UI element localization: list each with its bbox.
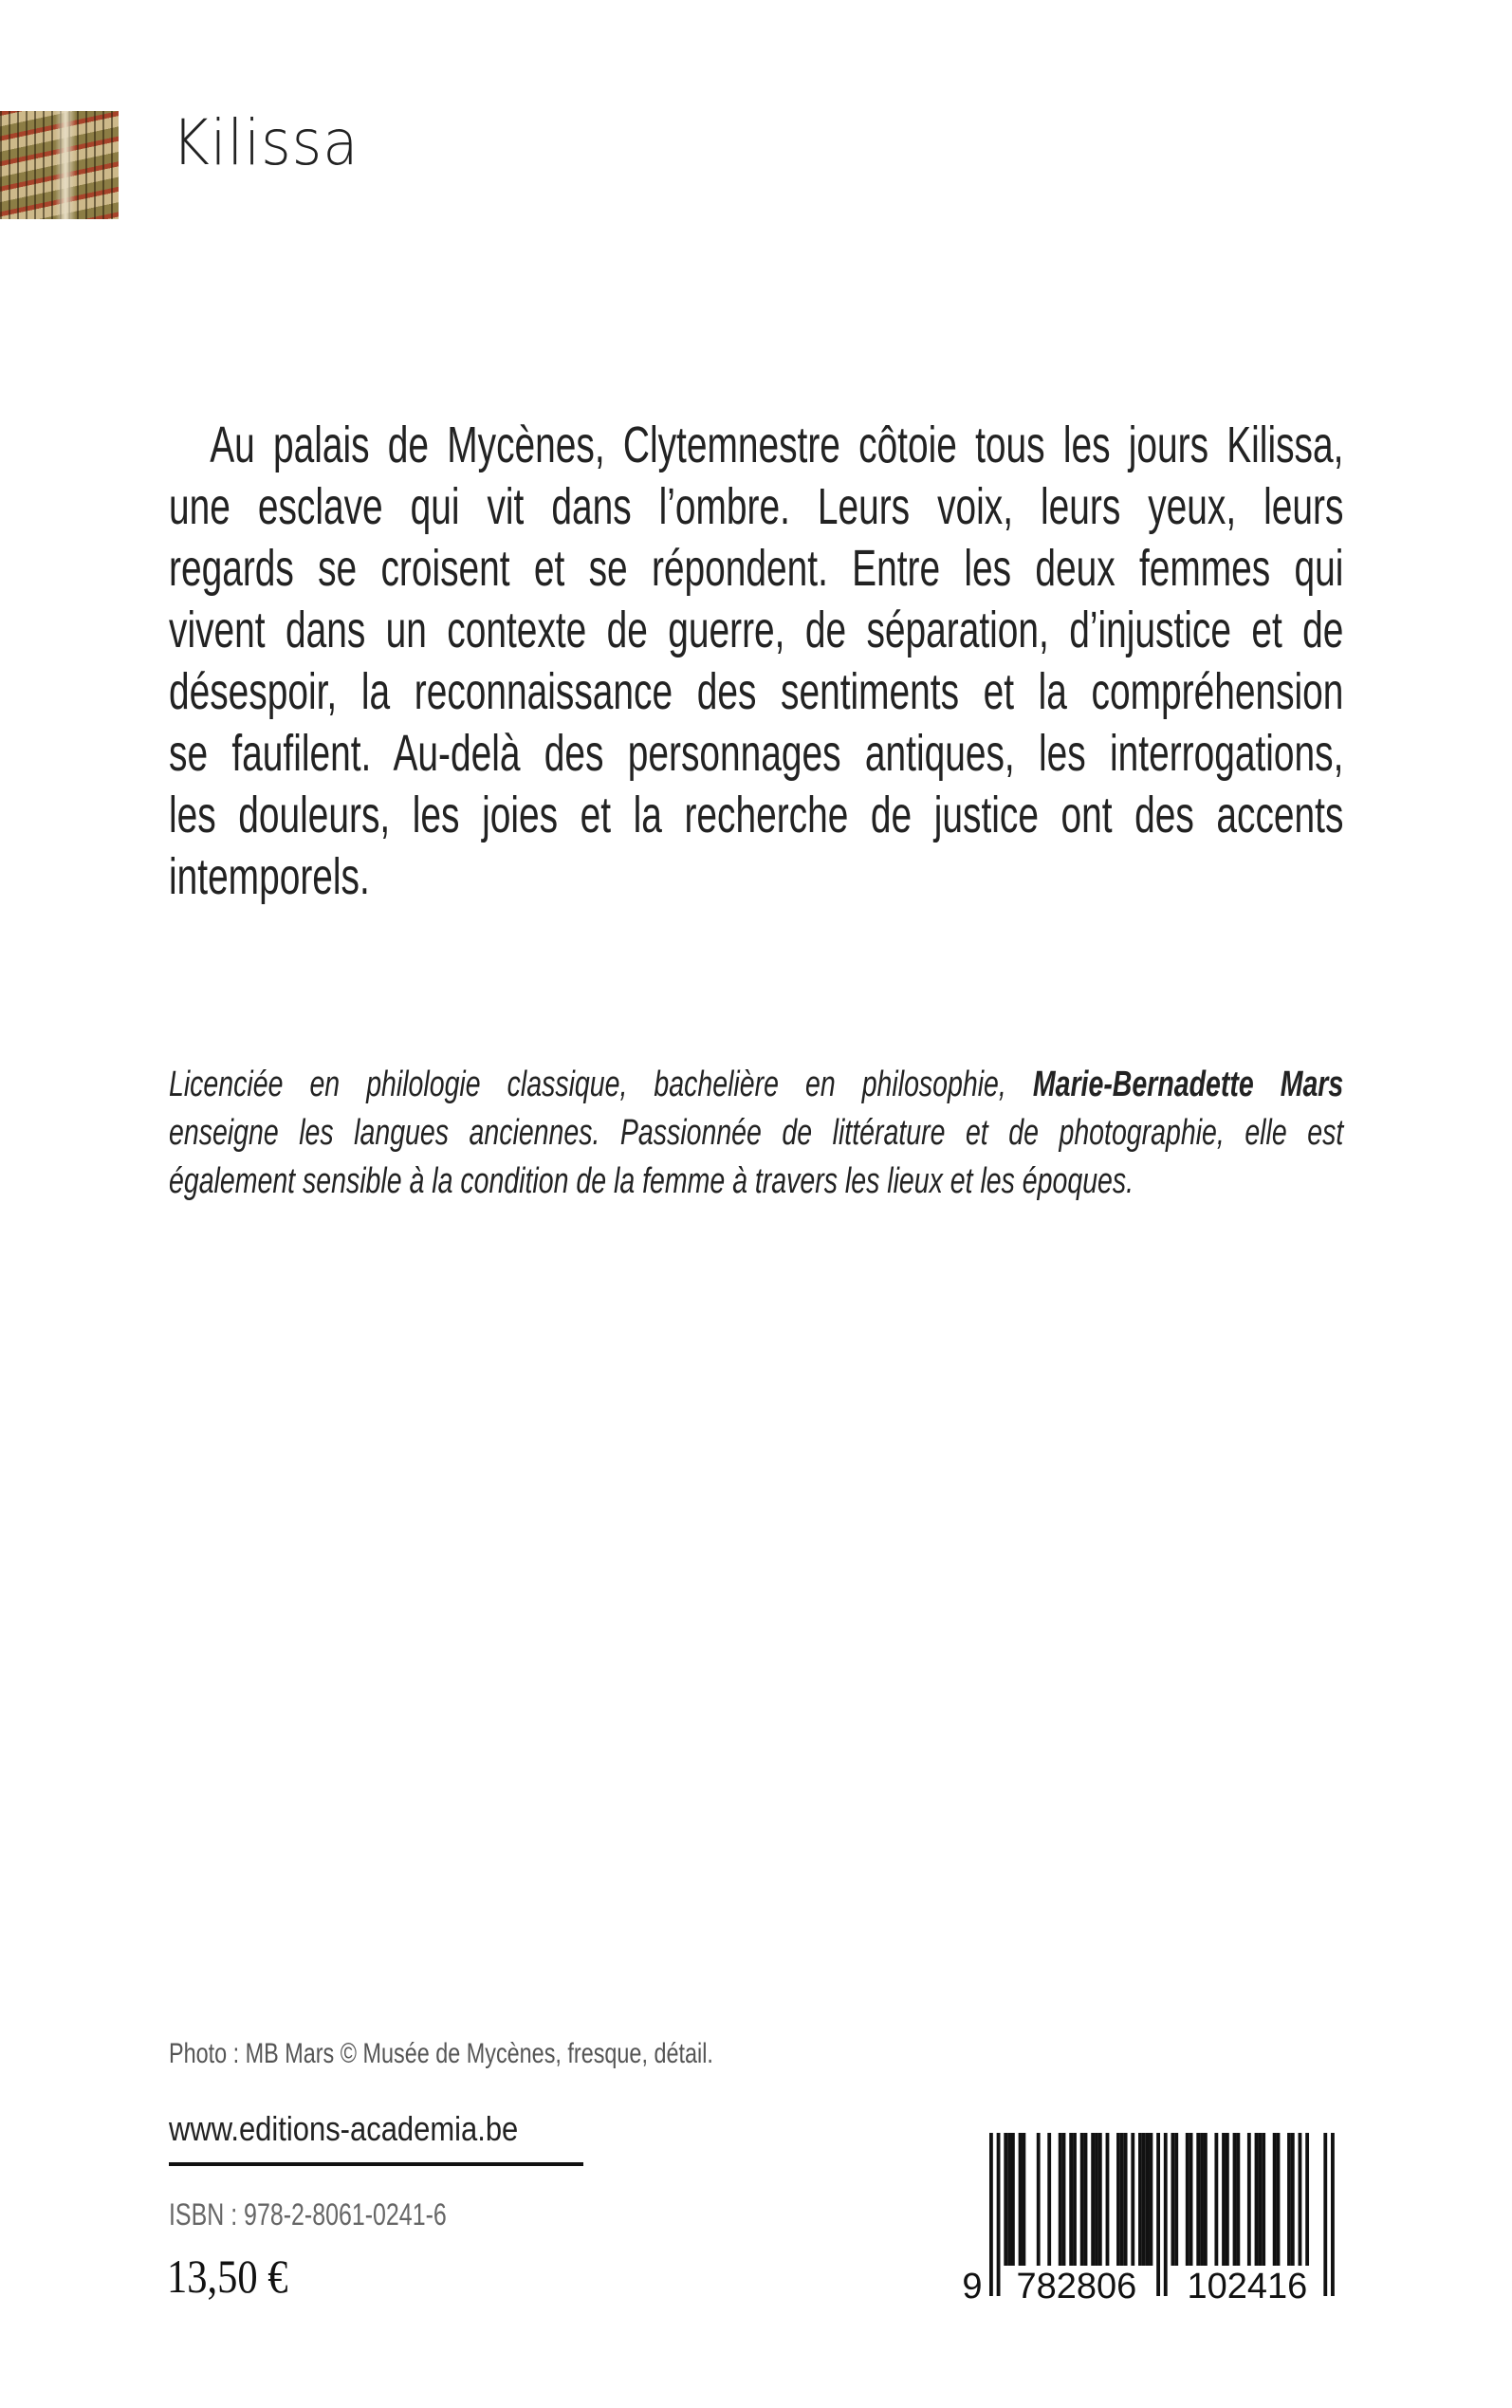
isbn: ISBN : 978-2-8061-0241-6 (169, 2197, 447, 2232)
barcode-bar (1069, 2133, 1073, 2266)
barcode-bar (1059, 2133, 1062, 2266)
barcode-bar (1146, 2133, 1150, 2266)
barcode-digit-first: 9 (962, 2267, 983, 2306)
summary-line: se faufilent. Au-delà des personnages antiques, les interrogations, (169, 725, 1344, 782)
author-bio (169, 1061, 1343, 1206)
barcode-bar (1138, 2133, 1142, 2266)
barcode-bar (1226, 2133, 1229, 2266)
summary-paragraph (169, 415, 1343, 908)
barcode-bar (1091, 2133, 1095, 2266)
barcode-bar (1299, 2133, 1302, 2266)
barcode-bar (1084, 2133, 1088, 2266)
barcode-bar (1037, 2133, 1041, 2266)
barcode-bar (1116, 2133, 1120, 2266)
barcode-bar (1150, 2133, 1153, 2266)
cover-fresco-image (0, 111, 119, 219)
barcode-bar (1186, 2133, 1189, 2266)
barcode-bar (1007, 2133, 1011, 2266)
barcode-bar (1204, 2133, 1208, 2266)
bio-text: Licenciée en philologie classique, bachelière en philosophie, (169, 1065, 1006, 1104)
barcode-bar (989, 2133, 993, 2296)
barcode-bar (997, 2133, 1001, 2296)
summary-line: Au palais de Mycènes, Clytemnestre côtoie tous les jours Kilissa, (210, 417, 1344, 473)
summary-line: désespoir, la reconnaissance des sentiments et la compréhension (169, 663, 1344, 720)
barcode-bar (1305, 2133, 1309, 2266)
barcode-bar (1120, 2133, 1124, 2266)
barcode-bar (1331, 2133, 1335, 2296)
barcode-bar (1022, 2133, 1025, 2266)
barcode-bar (1073, 2133, 1077, 2266)
barcode-bar (1222, 2133, 1226, 2266)
barcode-digits-left: 782806 (1016, 2267, 1137, 2306)
barcode-bar (1124, 2133, 1128, 2266)
barcode-bar (1200, 2133, 1204, 2266)
summary-line: vivent dans un contexte de guerre, de séparation, d’injustice et de (169, 602, 1344, 658)
photo-credit: Photo : MB Mars © Musée de Mycènes, fresque, détail. (169, 2038, 713, 2069)
barcode-bar (1236, 2133, 1240, 2266)
barcode-bar (1164, 2133, 1168, 2296)
barcode-digits-right: 102416 (1187, 2267, 1308, 2306)
barcode-bar (1214, 2133, 1218, 2266)
barcode-bar (1004, 2133, 1007, 2266)
barcode-bar (1062, 2133, 1066, 2266)
barcode-bar (1106, 2133, 1110, 2266)
author-name: Marie-Bernadette Mars (1032, 1065, 1344, 1104)
summary-line: intemporels. (169, 848, 370, 905)
barcode-bar (1142, 2133, 1146, 2266)
barcode-bar (1287, 2133, 1291, 2266)
barcode-bar (1095, 2133, 1098, 2266)
barcode-bar (1255, 2133, 1259, 2266)
barcode-bar (1196, 2133, 1200, 2266)
barcode-bar (1080, 2133, 1084, 2266)
barcode-bar (1011, 2133, 1015, 2266)
barcode-bar (1171, 2133, 1175, 2266)
barcode-bar (1098, 2133, 1102, 2266)
bio-text: également sensible à la condition de la femme à travers les lieux et les époques. (169, 1161, 1134, 1201)
summary-line: une esclave qui vit dans l’ombre. Leurs voix, leurs yeux, leurs (169, 478, 1344, 535)
summary-line: regards se croisent et se répondent. Entre les deux femmes qui (169, 540, 1344, 597)
book-title: Kilissa (172, 106, 360, 179)
barcode-bar (1277, 2133, 1281, 2266)
barcode-bar (1047, 2133, 1051, 2266)
barcode-bar (1019, 2133, 1023, 2266)
barcode-bar (1262, 2133, 1265, 2266)
barcode-bar (1174, 2133, 1178, 2266)
divider (169, 2162, 583, 2166)
barcode-bar (1323, 2133, 1327, 2296)
barcode-bar (1233, 2133, 1237, 2266)
barcode-bar (1189, 2133, 1193, 2266)
summary-line: les douleurs, les joies et la recherche de justice ont des accents (169, 787, 1344, 843)
isbn-barcode (949, 2125, 1347, 2315)
barcode-bar (1247, 2133, 1251, 2266)
bio-text: enseigne les langues anciennes. Passionnée de littérature et de photographie, elle est (169, 1113, 1344, 1153)
barcode-bar (1156, 2133, 1160, 2296)
barcode-bar (1273, 2133, 1277, 2266)
publisher-website-link[interactable]: www.editions-academia.be (169, 2109, 519, 2148)
barcode-bar (1291, 2133, 1295, 2266)
price: 13,50 € (167, 2250, 288, 2303)
barcode-bar (1131, 2133, 1134, 2266)
barcode-bar (1258, 2133, 1262, 2266)
